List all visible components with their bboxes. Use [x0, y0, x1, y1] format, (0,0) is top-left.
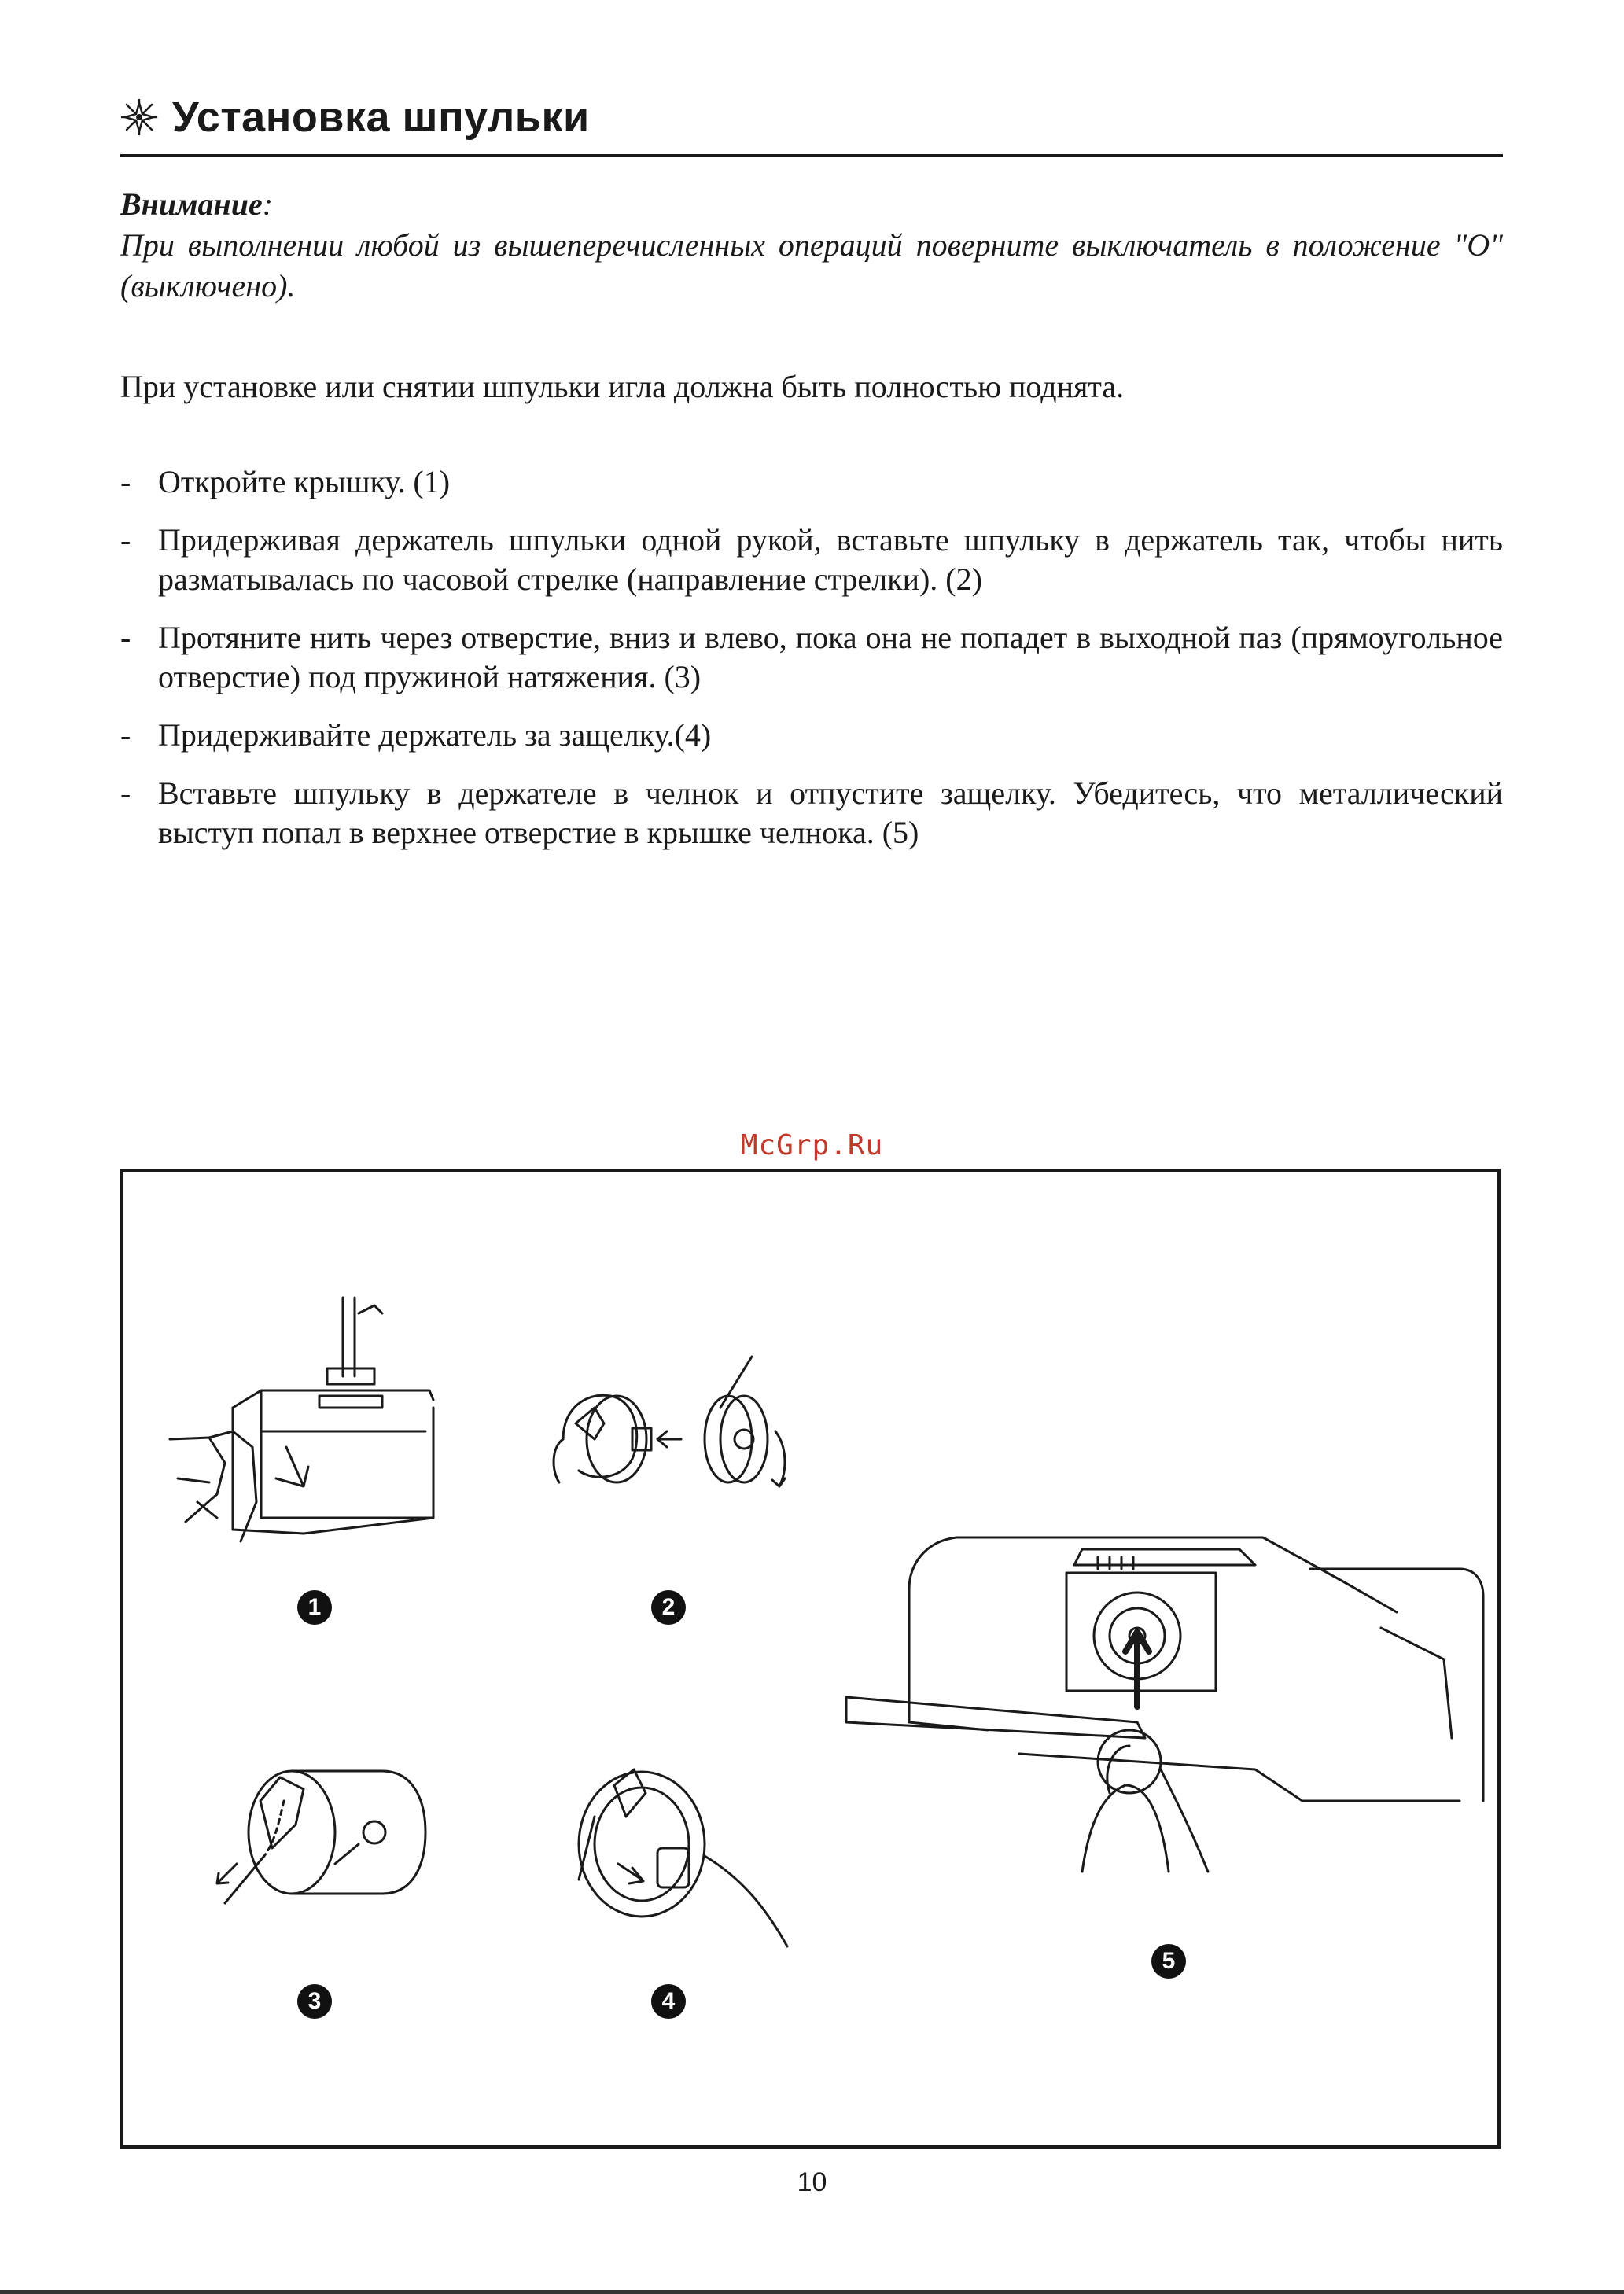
page-title: Установка шпульки	[172, 94, 590, 141]
illustration-panel	[120, 1169, 1501, 2149]
title-divider	[120, 154, 1503, 157]
list-item	[120, 774, 1503, 852]
page-number: 10	[797, 2167, 827, 2197]
step-dash: -	[120, 620, 131, 655]
list-item	[120, 462, 1503, 502]
figure-3-thread-drawing	[217, 1771, 425, 1903]
watermark: McGrp.Ru	[740, 1129, 884, 1162]
warning-text: При выполнении любой из вышеперечисленных операций поверните выключатель в положение "O" (выключено).	[120, 227, 1503, 304]
list-item	[120, 521, 1503, 599]
figure-label-4: 4	[651, 1984, 686, 2019]
step-dash: -	[120, 775, 131, 811]
step-dash: -	[120, 717, 131, 753]
step-text: Вставьте шпульку в держателе в челнок и отпустите защелку. Убедитесь, что металлический выступ попал в верхнее отверстие в крышке челнока. (5)	[158, 775, 1503, 850]
compass-star-icon	[120, 98, 158, 136]
figure-label-3: 3	[297, 1984, 332, 2019]
figure-2-bobbin-drawing	[554, 1357, 785, 1486]
figure-1-cover-drawing	[170, 1298, 433, 1541]
step-text: Придерживая держатель шпульки одной рукой, вставьте шпульку в держатель так, чтобы нить разматывалась по часовой стрелке (направление стрелки). (2)	[158, 522, 1503, 597]
step-dash: -	[120, 464, 131, 499]
intro-paragraph: При установке или снятии шпульки игла должна быть полностью поднята.	[120, 369, 1125, 404]
warning-label: Внимание:	[120, 186, 274, 222]
list-item	[120, 618, 1503, 697]
step-dash: -	[120, 522, 131, 558]
figure-5-shuttle-drawing	[846, 1537, 1483, 1872]
figure-label-2: 2	[651, 1590, 686, 1625]
figure-label-1: 1	[297, 1590, 332, 1625]
figure-4-latch-drawing	[579, 1769, 787, 1946]
list-item	[120, 716, 1503, 755]
step-text: Откройте крышку. (1)	[158, 464, 451, 499]
step-text: Протяните нить через отверстие, вниз и влево, пока она не попадет в выходной паз (прямоугольное отверстие) под пружиной натяжения. (3)	[158, 620, 1503, 694]
figure-label-5: 5	[1151, 1944, 1186, 1979]
page-title-row	[120, 93, 590, 142]
bottom-divider	[0, 2290, 1624, 2294]
steps-list	[120, 462, 1503, 871]
warning-label-text: Внимание	[120, 186, 263, 222]
step-text: Придерживайте держатель за защелку.(4)	[158, 717, 712, 753]
